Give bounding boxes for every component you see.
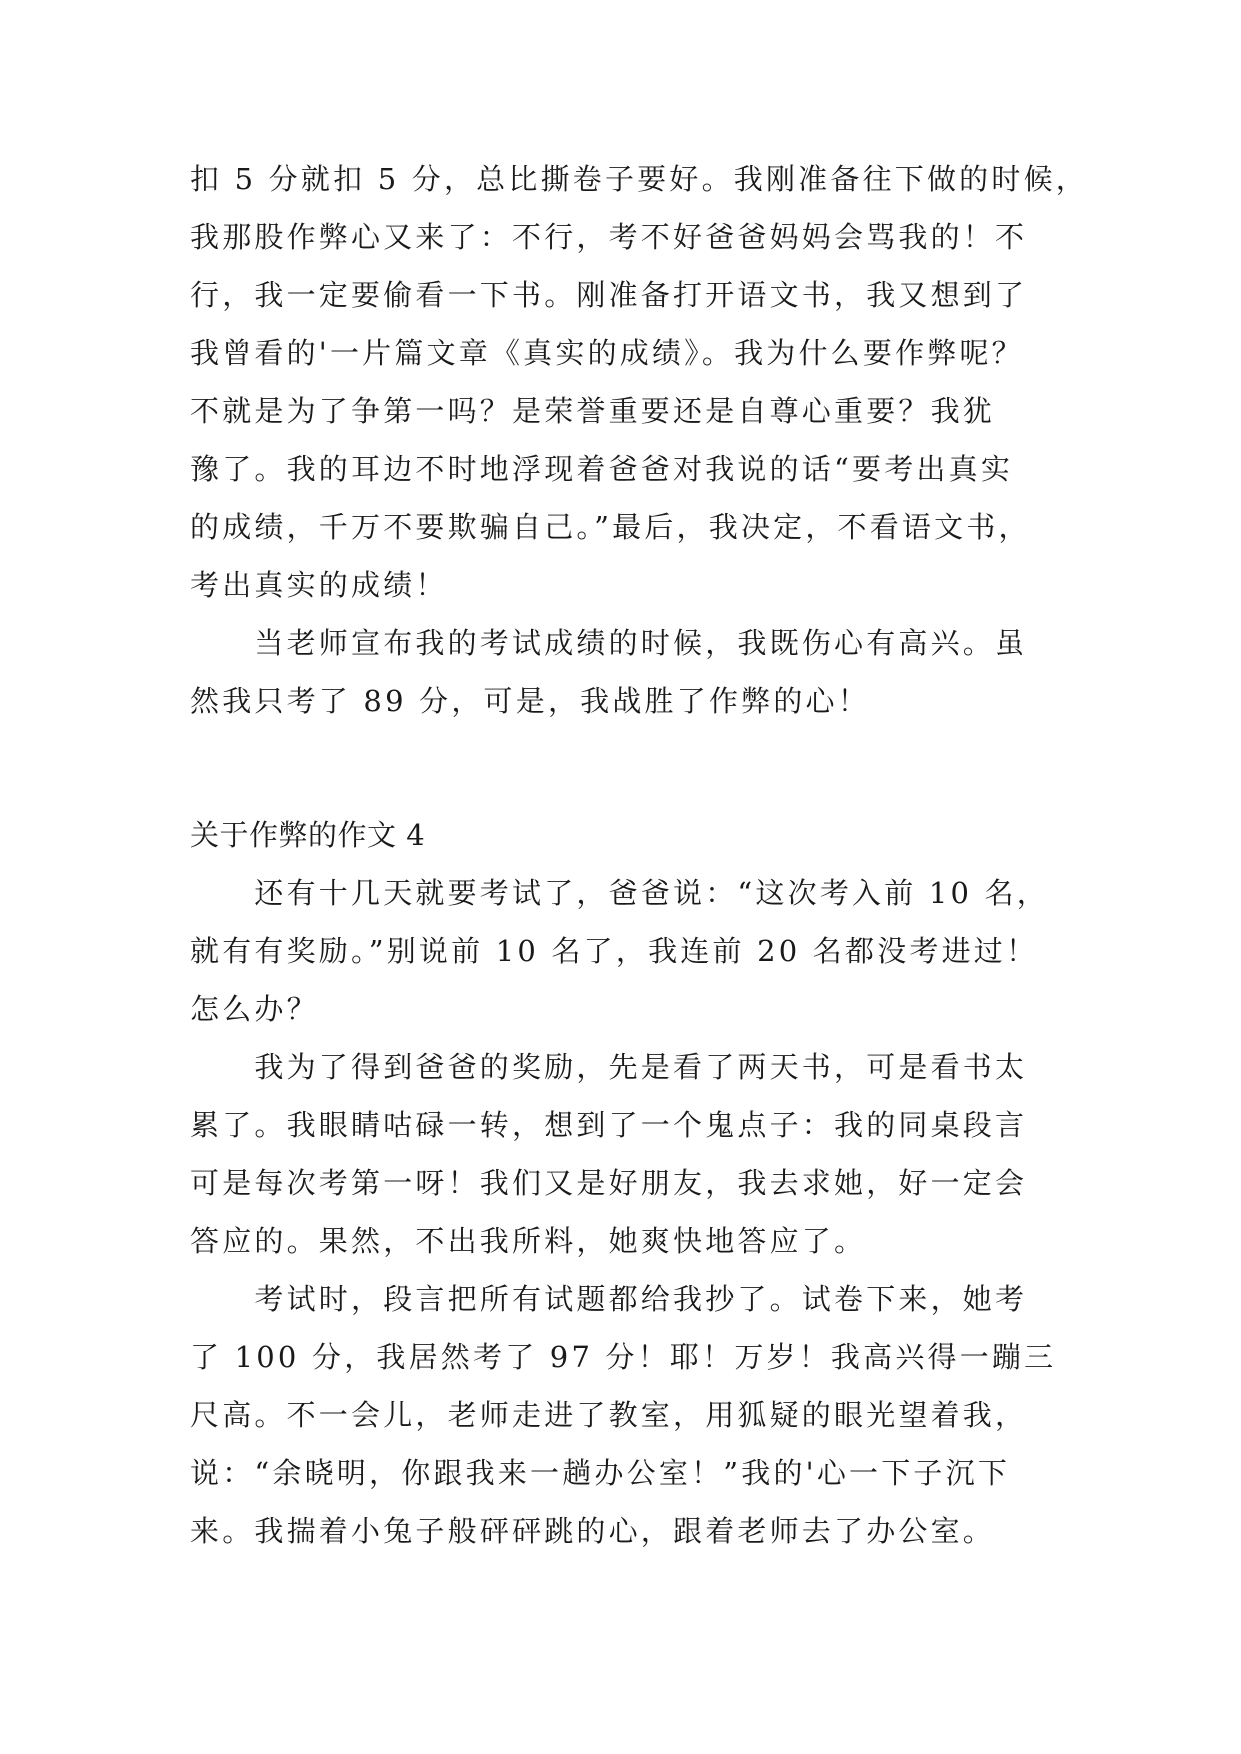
text-line: 答应的。果然，不出我所料，她爽快地答应了。 [190, 1224, 867, 1258]
paragraph-block-1 [190, 150, 1088, 730]
text-line: 的成绩，千万不要欺骗自己。”最后，我决定，不看语文书， [190, 510, 1031, 544]
text-line: 就有有奖励。”别说前 10 名了，我连前 20 名都没考进过！ [190, 934, 1039, 968]
text-line: 来。我揣着小兔子般砰砰跳的心，跟着老师去了办公室。 [190, 1514, 996, 1548]
text-line: 当老师宣布我的考试成绩的时候，我既伤心有高兴。虽 [190, 626, 1028, 660]
text-line: 豫了。我的耳边不时地浮现着爸爸对我说的话“要考出真实 [190, 452, 1014, 486]
text-line: 说：“余晓明，你跟我来一趟办公室！”我的'心一下子沉下 [190, 1456, 1011, 1490]
text-line: 我为了得到爸爸的奖励，先是看了两天书，可是看书太 [190, 1050, 1028, 1084]
text-line: 怎么办？ [190, 992, 319, 1026]
document-page [190, 150, 1088, 1560]
text-line: 了 100 分，我居然考了 97 分！耶！万岁！我高兴得一蹦三 [190, 1340, 1057, 1374]
text-line: 累了。我眼睛咕碌一转，想到了一个鬼点子：我的同桌段言 [190, 1108, 1028, 1142]
paragraph-block-2 [190, 864, 1070, 1560]
section-heading: 关于作弊的作文 4 [190, 818, 426, 852]
text-line: 行，我一定要偷看一下书。刚准备打开语文书，我又想到了 [190, 278, 1028, 312]
text-line: 还有十几天就要考试了，爸爸说：“这次考入前 10 名， [190, 876, 1049, 910]
text-line: 然我只考了 89 分，可是，我战胜了作弊的心！ [190, 684, 870, 718]
text-line: 尺高。不一会儿，老师走进了教室，用狐疑的眼光望着我， [190, 1398, 1028, 1432]
section-gap [190, 730, 1070, 806]
text-line: 可是每次考第一呀！我们又是好朋友，我去求她，好一定会 [190, 1166, 1028, 1200]
text-line: 不就是为了争第一吗？是荣誉重要还是自尊心重要？我犹 [190, 394, 996, 428]
text-line: 考出真实的成绩！ [190, 568, 448, 602]
text-line: 扣 5 分就扣 5 分，总比撕卷子要好。我刚准备往下做的时候， [190, 162, 1088, 196]
text-line: 考试时，段言把所有试题都给我抄了。试卷下来，她考 [190, 1282, 1028, 1316]
text-line: 我曾看的'一片篇文章《真实的成绩》。我为什么要作弊呢？ [190, 336, 1024, 370]
text-line: 我那股作弊心又来了：不行，考不好爸爸妈妈会骂我的！不 [190, 220, 1028, 254]
